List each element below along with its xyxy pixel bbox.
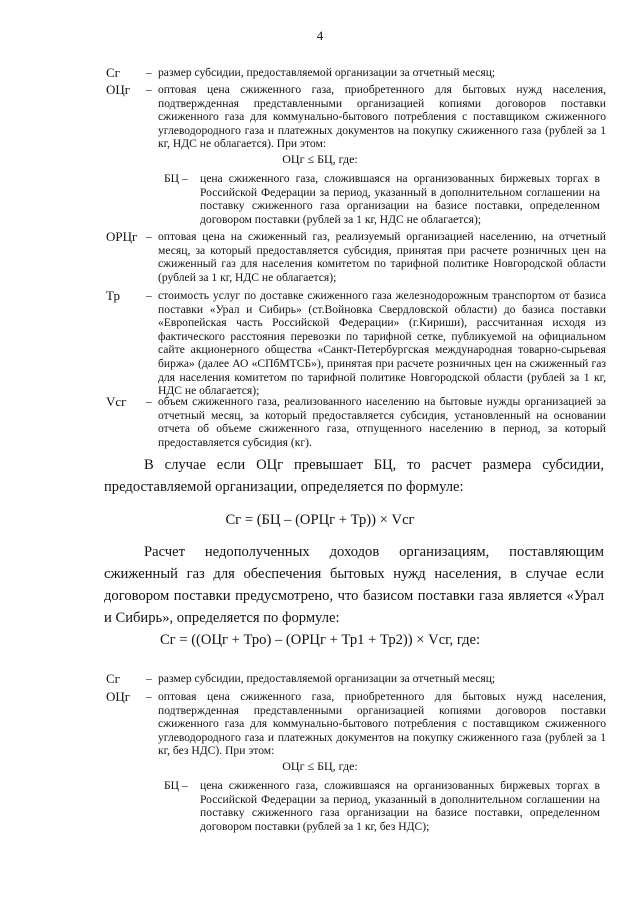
definition-text: цена сжиженного газа, сложившаяся на организованных биржевых торгах в Российской Федерации за период, указанный в дополнительном соглашении на поставку сжиженного газа организации на базисе поставки, определенном договором поставки (рублей за 1 кг, без НДС); bbox=[200, 779, 600, 833]
definition-dash: – bbox=[146, 230, 152, 243]
definition-text: размер субсидии, предоставляемой организации за отчетный месяц; bbox=[158, 672, 496, 685]
definition-text: цена сжиженного газа, сложившаяся на организованных биржевых торгах в Российской Федерации за период, указанный в дополнительном соглашении на поставку сжиженного газа организации на базисе поставки, определенном договором поставки (рублей за 1 кг, НДС не облагается); bbox=[200, 172, 600, 226]
definition-item bbox=[106, 230, 606, 284]
definition-item bbox=[106, 395, 606, 449]
body-paragraph: В случае если ОЦг превышает БЦ, то расчет размера субсидии, предоставляемой организации, определяется по формуле: bbox=[104, 457, 604, 495]
definition-text: оптовая цена сжиженного газа, приобретенного для бытовых нужд населения, подтвержденная представленными организацией копиями договоров поставки сжиженного газа для коммунально-бытового потребления с поставщиком сжиженного углеводородного газа и платежных документов на покупку сжиженного газа (рублей за 1 кг, НДС не облагается). При этом: bbox=[158, 83, 606, 151]
definition-symbol: ОЦг bbox=[106, 82, 131, 97]
formula: Сг = ((ОЦг + Тро) – (ОРЦг + Тр1 + Тр2)) × Vсг, где: bbox=[159, 632, 481, 648]
definition-text: оптовая цена на сжиженный газ, реализуемый организацией населению, на отчетный месяц, за который предоставляется субсидия, принятая при расчете розничных цен на сжиженный газ для населения комитетом по тарифной политике Новгородской области (рублей за 1 кг, НДС не облагается); bbox=[158, 230, 606, 284]
definition-dash: – bbox=[146, 289, 152, 302]
definition-item bbox=[106, 83, 606, 151]
definition-item bbox=[106, 289, 606, 398]
definition-dash: – bbox=[146, 690, 152, 703]
sub-definition bbox=[164, 172, 600, 226]
condition-text: ОЦг ≤ БЦ, где: bbox=[282, 759, 358, 773]
condition-text: ОЦг ≤ БЦ, где: bbox=[282, 152, 358, 166]
definition-symbol: БЦ – bbox=[164, 172, 188, 185]
page-number: 4 bbox=[316, 28, 324, 43]
definition-symbol: БЦ – bbox=[164, 779, 188, 792]
definition-dash: – bbox=[146, 395, 152, 408]
definition-symbol: Сг bbox=[106, 671, 121, 686]
body-paragraph: Расчет недополученных доходов организациям, поставляющим сжиженный газ для обеспечения бытовых нужд населения, в случае если договором поставки предусмотрено, что базисом поставки газа является «Урал и Сибирь», определяется по формуле: bbox=[104, 544, 604, 626]
definition-symbol: Тр bbox=[106, 288, 120, 303]
definition-dash: – bbox=[146, 66, 152, 79]
sub-definition bbox=[164, 779, 600, 833]
definition-text: объем сжиженного газа, реализованного населению на бытовые нужды организацией за отчетный месяц, за который предоставляется субсидия, установленный на основании отчета об объеме сжиженного газа, отпущенного населению в период, за который предоставляется субсидия (кг). bbox=[158, 395, 606, 449]
definition-symbol: ОЦг bbox=[106, 689, 131, 704]
definition-text: стоимость услуг по доставке сжиженного газа железнодорожным транспортом от базиса поставки «Урал и Сибирь» (ст.Войновка Свердловской области) до базиса поставки «Европейская часть Российской Федерации» (г.Кириши), рассчитанная исходя из фактического расстояния перевозки по тарифной сетке, публикуемой на официальном сайте акционерного общества «Санкт-Петербургская международная товарно-сырьевая биржа» (далее АО «СПбМТСБ»), принятая при расчете розничных цен на сжиженный газ для населения комитетом по тарифной политике Новгородской области (рублей за 1 кг, НДС не облагается); bbox=[158, 289, 606, 398]
definition-item bbox=[106, 672, 606, 686]
definition-item bbox=[106, 690, 606, 758]
definition-text: размер субсидии, предоставляемой организации за отчетный месяц; bbox=[158, 66, 496, 79]
definition-text: оптовая цена сжиженного газа, приобретенного для бытовых нужд населения, подтвержденная представленными организацией копиями договоров поставки сжиженного газа для коммунально-бытового потребления с поставщиком сжиженного углеводородного газа и платежных документов на покупку сжиженного газа (рублей за 1 кг, без НДС). При этом: bbox=[158, 690, 606, 758]
definition-dash: – bbox=[146, 672, 152, 685]
definition-symbol: Сг bbox=[106, 65, 121, 80]
definition-symbol: Vсг bbox=[106, 394, 127, 409]
formula: Сг = (БЦ – (ОРЦг + Тр)) × Vсг bbox=[225, 512, 415, 528]
definition-symbol: ОРЦг bbox=[106, 229, 138, 244]
definition-dash: – bbox=[146, 83, 152, 96]
definition-item bbox=[106, 66, 606, 80]
